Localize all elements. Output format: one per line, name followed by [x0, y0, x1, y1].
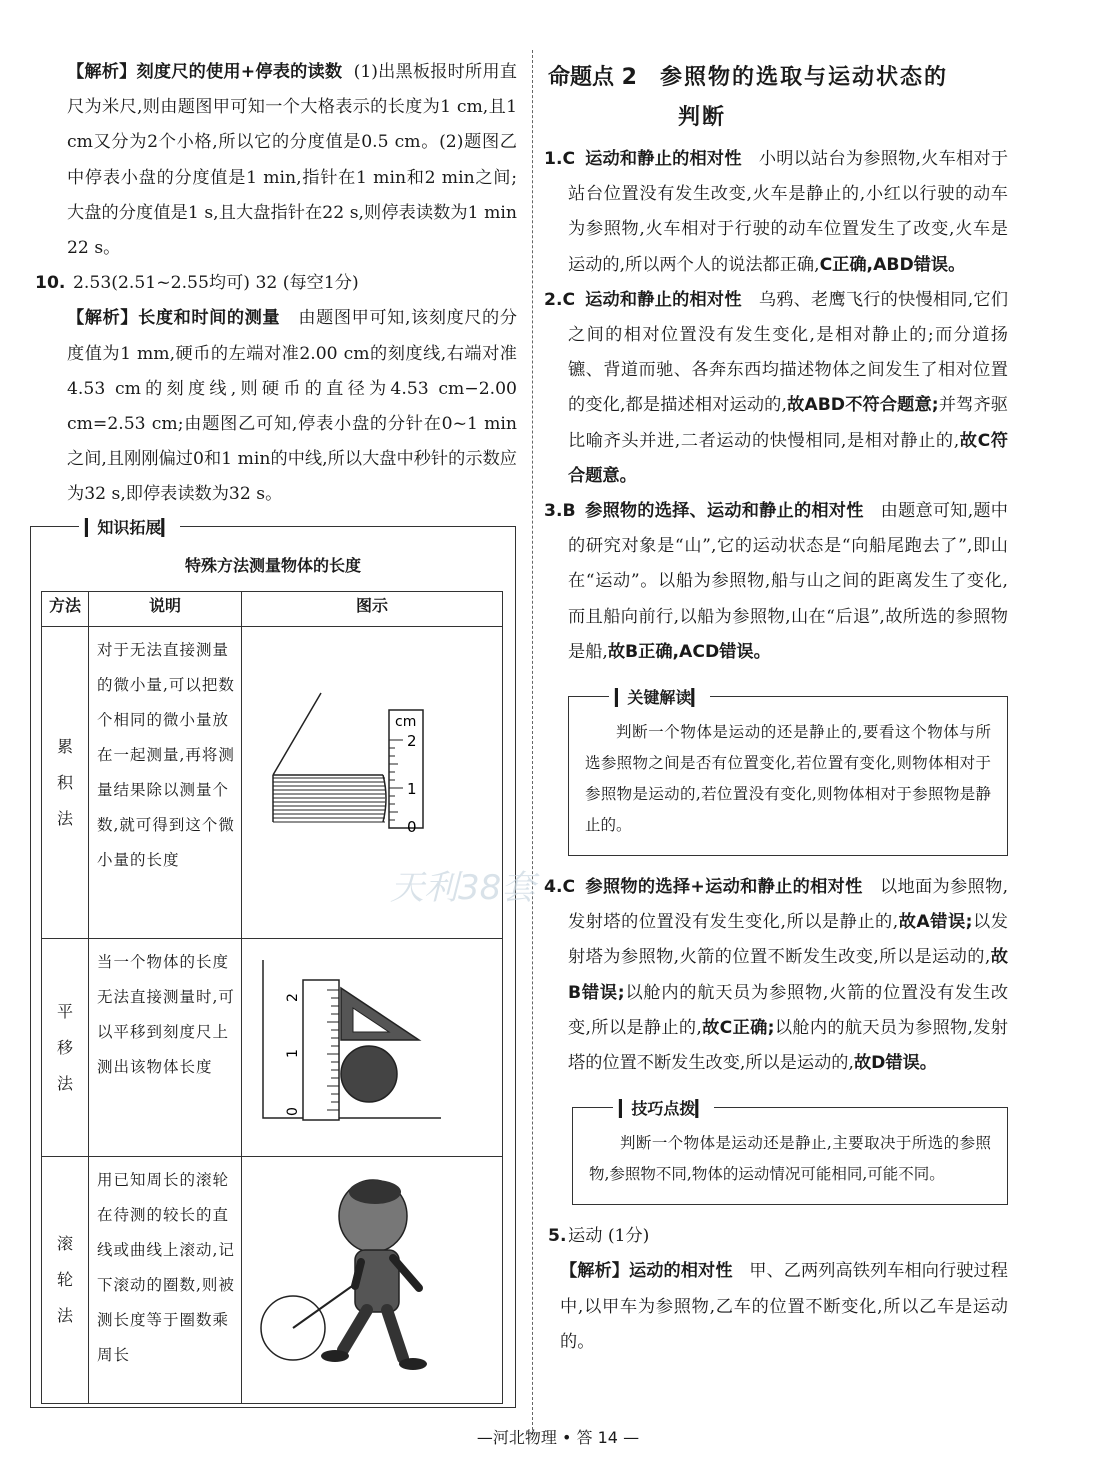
ruler-tick-label: 1 [407, 780, 417, 798]
box-text: 判断一个物体是运动的还是静止的,要看这个物体与所选参照物之间是否有位置变化,若位置有变化,则物体相对于参照物是运动的,若位置没有变化,则物体相对于参照物是静止的。 [585, 723, 991, 835]
desc-cell: 用已知周长的滚轮在待测的较长的直线或曲线上滚动,记下滚动的圈数,则被测长度等于圈数乘周长 [89, 1157, 242, 1404]
header-desc: 说明 [89, 592, 242, 627]
ruler-tick-label: 2 [285, 993, 301, 1002]
question-1: 1.C 运动和静止的相对性 小明以站台为参照物,火车相对于站台位置没有发生改变,火车是静止的,小红以行驶的动车为参照物,火车相对于行驶的动车位置发生了改变,火车是运动的,所以两个人的说法都正确,C正确,ABD错误。 [544, 149, 1009, 275]
ruler-tick-label: 2 [407, 732, 417, 750]
analysis-tag: 【解析】长度和时间的测量 [67, 308, 281, 329]
analysis-text: (1)出黑板报时所用直尺为米尺,则由题图甲可知一个大格表示的长度为1 cm,且1 cm又分为2个小格,所以它的分度值是0.5 cm。(2)题图乙中停表小盘的分度值是1 min,指针在1 min和2 min之间;大盘的分度值是1 s,且大盘指针在22 s,则停表读数为1 min 22 s。 [67, 62, 517, 259]
table-row [42, 939, 503, 1157]
method-cell: 累积法 [42, 627, 89, 939]
box-label: ▎技巧点拨▎ [613, 1096, 714, 1119]
analysis-paragraph-10 [55, 301, 517, 512]
analysis-tag: 【解析】运动的相对性 [560, 1261, 733, 1282]
watermark: 天利38套 [390, 868, 536, 908]
question-number: 10. [35, 273, 66, 294]
ruler-unit: cm [395, 714, 417, 730]
question-10-answer [35, 266, 517, 301]
method-cell: 平移法 [42, 939, 89, 1157]
figure-cell [242, 1157, 503, 1404]
header-method: 方法 [42, 592, 89, 627]
rolling-wheel-figure [243, 1158, 453, 1398]
heading-title-line2: 判断 [678, 105, 727, 130]
ruler-tick-label: 0 [285, 1107, 301, 1116]
heading-title: 参照物的选取与运动状态的 [659, 65, 948, 90]
section-heading [548, 58, 1008, 138]
header-figure: 图示 [242, 592, 503, 627]
ruler-tick-label: 0 [407, 818, 417, 836]
analysis-paragraph-5: 【解析】运动的相对性 甲、乙两列高铁列车相向行驶过程中,以甲车为参照物,乙车的位置不断变化,所以乙车是运动的。 [560, 1261, 1008, 1352]
column-divider [532, 50, 533, 1440]
box-text: 判断一个物体是运动还是静止,主要取决于所选的参照物,参照物不同,物体的运动情况可能相同,可能不同。 [589, 1134, 991, 1184]
table-row [42, 1157, 503, 1404]
knowledge-extension-box [30, 518, 516, 1408]
right-column [544, 58, 1009, 1360]
question-2: 2.C 运动和静止的相对性 乌鸦、老鹰飞行的快慢相同,它们之间的相对位置没有发生变化,是相对静止的;而分道扬镳、背道而驰、各奔东西均描述物体之间发生了相对位置的变化,都是描述相对运动的,故ABD不符合题意;并驾齐驱比喻齐头并进,二者运动的快慢相同,是相对静止的,故C符合题意。 [544, 289, 1009, 486]
skill-tip-box [572, 1099, 1008, 1205]
heading-number: 命题点 2 [548, 65, 637, 90]
knowledge-label: ▎知识拓展▎ [79, 515, 180, 538]
desc-cell: 对于无法直接测量的微小量,可以把数个相同的微小量放在一起测量,再将测量结果除以测量个数,就可得到这个微小量的长度 [89, 627, 242, 939]
question-4: 4.C 参照物的选择+运动和静止的相对性 以地面为参照物,发射塔的位置没有发生变化,所以是静止的,故A错误;以发射塔为参照物,火箭的位置不断发生改变,所以是运动的,故B错误;以舱内的航天员为参照物,火箭的位置没有发生改变,所以是静止的,故C正确;以舱内的航天员为参照物,发射塔的位置不断发生改变,所以是运动的,故D错误。 [544, 877, 1009, 1074]
key-interpretation-box [568, 688, 1008, 856]
method-cell: 滚轮法 [42, 1157, 89, 1404]
table-header-row [42, 592, 503, 627]
answer-text: 2.53(2.51~2.55均可) 32 (每空1分) [73, 273, 359, 294]
translation-figure [243, 940, 453, 1150]
figure-cell [242, 939, 503, 1157]
analysis-tag: 【解析】刻度尺的使用+停表的读数 [67, 62, 343, 82]
question-5-answer: 5. 运动 (1分) [548, 1226, 650, 1247]
question-3: 3.B 参照物的选择、运动和静止的相对性 由题意可知,题中的研究对象是“山”,它的运动状态是“向船尾跑去了”,即山在“运动”。以船为参照物,船与山之间的距离发生了变化,而且船向前行,以船为参照物,山在“后退”,故所选的参照物是船,故B正确,ACD错误。 [544, 501, 1008, 662]
knowledge-title: 特殊方法测量物体的长度 [184, 556, 361, 575]
ruler-tick-label: 1 [285, 1049, 301, 1058]
box-label: ▎关键解读▎ [609, 685, 710, 708]
analysis-paragraph-9 [55, 55, 517, 266]
analysis-tag: 参照物的选择+运动和静止的相对性 [585, 877, 863, 898]
analysis-text: 由题图甲可知,该刻度尺的分度值为1 mm,硬币的左端对准2.00 cm的刻度线,右端对准4.53 cm的刻度线,则硬币的直径为4.53 cm−2.00 cm=2.53 cm;由题图乙可知,停表小盘的分针在0~1 min之间,且刚刚偏过0和1 min的中线,所以大盘中秒针的示数应为32 s,即停表读数为32 s。 [67, 308, 518, 505]
methods-table [41, 591, 503, 1404]
left-column [35, 55, 518, 513]
analysis-tag: 运动和静止的相对性 [585, 289, 742, 310]
page-footer: —河北物理 • 答 14 — [476, 1428, 640, 1447]
analysis-tag: 运动和静止的相对性 [585, 149, 742, 169]
analysis-tag: 参照物的选择、运动和静止的相对性 [585, 501, 864, 522]
desc-cell: 当一个物体的长度无法直接测量时,可以平移到刻度尺上测出该物体长度 [89, 939, 242, 1157]
